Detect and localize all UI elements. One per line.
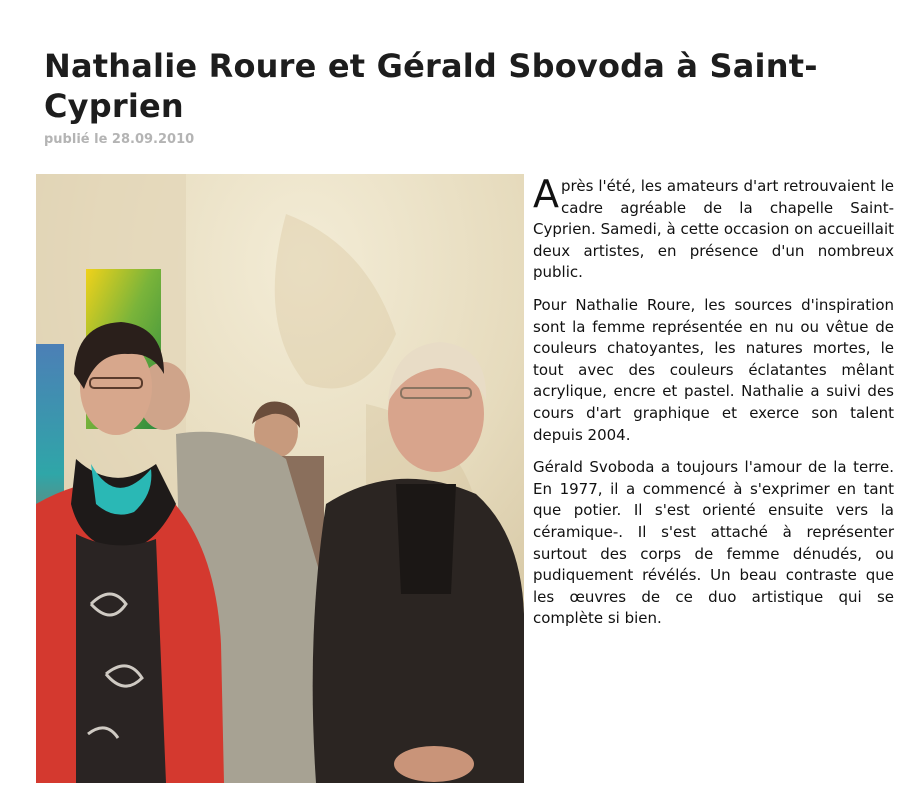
paragraph-3: Gérald Svoboda a toujours l'amour de la terre. En 1977, il a commencé à s'exprimer en tant que potier. Il s'est orienté ensuite vers la céramique-. Il s'est attaché à représenter surtout des corps de femme dénudés, ou pudiquement révélés. Un beau contraste que les œuvres de ce duo artistique qui se complète si bien. xyxy=(533,458,894,628)
man-hands xyxy=(394,746,474,782)
paragraph-1-text: près l'été, les amateurs d'art retrouvaient le cadre agréable de la chapelle Saint-Cyprien. Samedi, à cette occasion on accueillait deux artistes, en présence d'un nombreux public. xyxy=(533,177,894,282)
article-body xyxy=(533,172,894,641)
dark-shirt xyxy=(396,484,456,594)
article-photo xyxy=(36,174,524,783)
paragraph-1 xyxy=(533,172,894,284)
drop-cap: A xyxy=(533,172,559,216)
black-top xyxy=(76,534,166,783)
publication-date: publié le 28.09.2010 xyxy=(44,132,195,147)
paragraph-2: Pour Nathalie Roure, les sources d'inspiration sont la femme représentée en nu ou vêtue de couleurs chatoyantes, les natures mortes, le tout avec des couleurs éclatantes mêlant acrylique, encre et pastel. Nathalie a suivi des cours d'art graphique et exerce son talent depuis 2004. xyxy=(533,295,894,444)
article-title: Nathalie Roure et Gérald Sbovoda à Saint-Cyprien xyxy=(44,47,818,125)
